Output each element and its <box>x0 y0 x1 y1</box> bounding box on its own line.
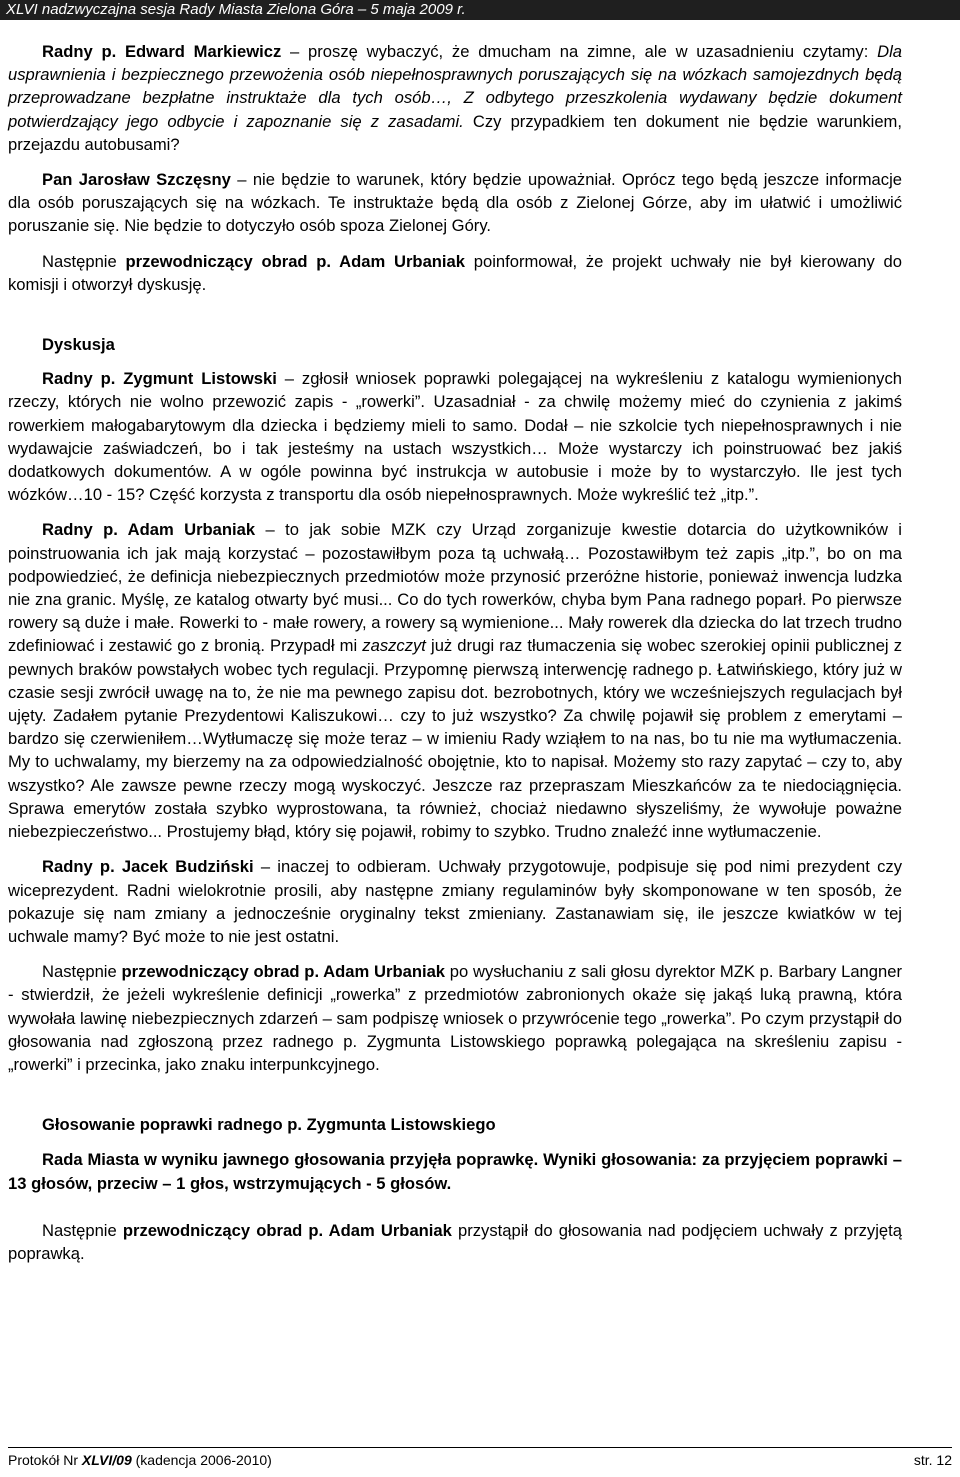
speaker-name: Radny p. Jacek Budziński <box>42 857 254 877</box>
chair-name: przewodniczący obrad p. Adam Urbaniak <box>121 962 446 982</box>
voting-result: Rada Miasta w wyniku jawnego głosowania przyjęła poprawkę. Wyniki głosowania: za przyjęciem poprawki – 13 głosów, przeciw – 1 głos, wstrzymujących - 5 głosów. <box>8 1150 902 1193</box>
paragraph-text: – nie będzie to warunek, który będzie upoważniał. Oprócz tego będą jeszcze informacje dla osób poruszających się na wózkach. Te instruktaże będą dla osób z Zielonej Górze, aby im ułatwić i umożliwić poruszanie się. Nie będzie to dotyczyło osób spoza Zielonej Góry. <box>8 170 902 236</box>
paragraph-text: poinformował, że projekt uchwały nie był kierowany do komisji i otworzył dyskusję. <box>8 251 902 294</box>
paragraph-budzinski <box>8 855 902 948</box>
paragraph-text: Czy przypadkiem ten dokument nie będzie warunkiem, przejazdu autobusami? <box>8 111 902 154</box>
paragraph-text: Następnie <box>42 962 122 982</box>
chair-name: przewodniczący obrad p. Adam Urbaniak <box>122 1220 452 1240</box>
paragraph-chair-2 <box>8 960 902 1076</box>
paragraph-szczesny <box>8 168 902 238</box>
paragraph-text: – to jak sobie MZK czy Urząd zorganizuje kwestie dotarcia do użytkowników i poinstruowania ich jak mają korzystać – pozostawiłbym poza tą uchwałą… Pozostawiłbym też zapis „itp.”, bo on ma podpowiedzieć, że definicja niebezpiecznych przedmiotów może przynosić przeróżne historie, ponieważ inwencja ludzka nie zna granic. Myślę, ze katalog otwarty być musi... Co do tych rowerków, chyba bym Pana radnego poparł. Po pierwsze rowery są duże i małe. Rowerki to - małe rowery, a rowery są wymienione... Mały rowerek dla dziecka do lat trzech trudno zdefiniować i zestawić go z bronią. Przypadł mi <box>8 520 902 656</box>
quoted-text: Dla usprawnienia i bezpiecznego przewożenia osób niepełnosprawnych poruszających się na wózkach samojezdnych będą przeprowadzane bezpłatne instruktaże dla tych osób…, Z odbytego przeszkolenia wydawany będzie dokument potwierdzający jego odbycie i zapoznanie się z zasadami. <box>8 42 902 131</box>
paragraph-text: – inaczej to odbieram. Uchwały przygotowuje, podpisuje się pod nimi prezydent czy wiceprezydent. Radni wielokrotnie prosili, aby następne zmiany regulaminów były skomponowane w ten sposób, że pokazuje się nam zmiany a jednocześnie oryginalny tekst zmieniany. Zastanawiam się, ile jeszcze kwiatków w tej uchwale mamy? Być może to nie jest ostatni. <box>8 857 902 946</box>
section-heading-glosowanie: Głosowanie poprawki radnego p. Zygmunta Listowskiego <box>42 1115 496 1135</box>
paragraph-chair-1 <box>8 250 902 296</box>
paragraph-markiewicz <box>8 40 902 156</box>
speaker-name: Radny p. Zygmunt Listowski <box>42 369 277 389</box>
paragraph-text: Następnie <box>42 1220 123 1240</box>
footer-divider <box>8 1447 952 1448</box>
paragraph-chair-3 <box>8 1219 902 1265</box>
speaker-name: Pan Jarosław Szczęsny <box>42 170 231 190</box>
chair-name: przewodniczący obrad p. Adam Urbaniak <box>125 251 466 271</box>
document-header-bar <box>0 0 960 20</box>
paragraph-urbaniak <box>8 518 902 843</box>
paragraph-listowski <box>8 367 902 506</box>
document-body <box>8 40 902 1265</box>
document-header-title: XLVI nadzwyczajna sesja Rady Miasta Zielona Góra – 5 maja 2009 r. <box>6 1 466 18</box>
speaker-name: Radny p. Edward Markiewicz <box>42 42 282 61</box>
paragraph-text: przystąpił do głosowania nad podjęciem uchwały z przyjętą poprawką. <box>8 1220 902 1263</box>
paragraph-text: po wysłuchaniu z sali głosu dyrektor MZK p. Barbary Langner - stwierdził, że jeżeli wykreślenie definicji „rowerka” z przedmiotów zabronionych okaże się jakąś luką prawną, która wywołała lawinę niebezpiecznych zdarzeń – sam podpiszę wniosek o przywrócenie tego „rowerka”. Po czym przystąpił do głosowania nad zgłoszoną przez radnego p. Zygmunta Listowskiego poprawką polegająca na skreśleniu zapisu - „rowerki” i przecinka, jako znaku interpunkcyjnego. <box>8 962 902 1074</box>
document-footer <box>8 1452 952 1468</box>
paragraph-text: już drugi raz tłumaczenia się wobec szerokiej opinii publicznej z pewnych braków powstałych wobec tych regulacji. Przypomnę pierwszą interwencję radnego p. Łatwińskiego, który już w czasie sesji zwrócił uwagę na to, że nie ma pewnego zapisu dot. bezrobotnych, który we wcześniejszych regulacjach był ujęty. Zadałem pytanie Prezydentowi Kaliszukowi… czy to już wszystko? Za chwilę pojawił się problem z emerytami – bardzo się czerwieniłem…Wytłumaczę się może teraz – w imieniu Rady wziąłem to na nas, bo tu nie ma wytłumaczenia. My to uchwalamy, my bierzemy na za odpowiedzialność obojętnie, kto to napisał. Możemy sto razy zapytać – czy to, aby wszystko? Ale zawsze pewne rzeczy mogą wyskoczyć. Jeszcze raz przepraszam Mieszkańców za te niedociągnięcia. Sprawa emerytów została szybko wyprostowana, ta również, chociaż niedawno słyszeliśmy, że wywołuje poważne niebezpieczeństwo... Prostujemy błąd, który się pojawił, robimy to szybko. Trudno znaleźć inne wytłumaczenie. <box>8 636 902 842</box>
paragraph-text: Następnie <box>42 251 126 271</box>
speaker-name: Radny p. Adam Urbaniak <box>42 520 256 540</box>
footer-text: Protokół Nr <box>8 1452 82 1468</box>
paragraph-text: – proszę wybaczyć, że dmucham na zimne, ale w uzasadnieniu czytamy: <box>281 42 878 61</box>
italic-word: zaszczyt <box>362 636 426 656</box>
page-number: str. 12 <box>913 1452 952 1468</box>
paragraph-text: – zgłosił wniosek poprawki polegającej na wykreśleniu z katalogu wymienionych rzeczy, których nie wolno przewozić zapis - „rowerki”. Uzasadniał - za chwilę możemy mieć do czynienia z jakimś rowerkiem małogabarytowym dla dziecka i będziemy mieli to samo. Dodał – nie szkolcie tych niepełnosprawnych i nie wydawajcie zaświadczeń, bo i tak jesteśmy na ustach wszystkich… Może wystarczy ich poinstruować bez jakiś dodatkowych dokumentów. A w ogóle powinna być instrukcja w autobusie i może by to wystarczyło. Ile jest tych wózków…10 - 15? Część korzysta z transportu dla osób niepełnosprawnych. Może wykreślić też „itp.”. <box>8 369 902 505</box>
footer-text: (kadencja 2006-2010) <box>131 1452 272 1468</box>
section-heading-dyskusja: Dyskusja <box>42 335 115 355</box>
footer-protocol-number: XLVI/09 <box>81 1452 132 1468</box>
